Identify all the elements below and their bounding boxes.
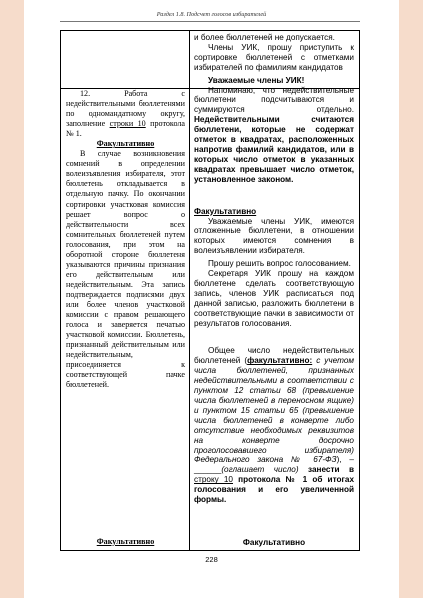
item-12-tail: протокола № 1. [66, 119, 186, 139]
left-column [66, 89, 186, 546]
total-i: об итогах голосования и его увеличенной формы. [194, 475, 354, 505]
left-bottom-title: Факультативно [96, 537, 155, 546]
right-bottom-title: Факультативно [242, 538, 306, 547]
total-h: протокола № 1 [232, 475, 308, 485]
left-body: В случае возникновения сомнений в определении волеизъявления избирателя, этот бюллетень откладывается в отдельную пачку. По окончании сортировки участковая комиссия решает вопрос о действительности всех сомнительных бюллетеней путем голосования, при этом на оборотной стороне бюллетеня указываются причины признания его действительным или недействительным. Эта запись подтверждается подписями двух или более членов участковой комиссии с правом решающего голоса и заверяется печатью участковой комиссии. Бюллетень, признанный действительным или недействительным, присоединяется к соответствующей пачке бюллетеней. [66, 149, 185, 390]
right-optional-title: Факультативно [194, 206, 257, 216]
left-optional-title: Факультативно [96, 139, 155, 149]
script-table [60, 30, 360, 551]
right-vote: Прошу решить вопрос голосованием. [208, 259, 351, 269]
total-g: строку 10 [194, 475, 233, 485]
total-c: с учетом числа бюллетеней, признанных недействительными в соответствии с пунктом 12 статьи 68 (превышение числа бюллетеней в переносном ящике) и пунктом 15 статьи 65 (превышение числа бюллетеней в конверте либо отсутствие необходимых реквизитов на конверте досрочно проголосовавшего избирателя) Федерального закона № 67-ФЗ [194, 356, 354, 465]
reminder-bold: Недействительными считаются бюллетени, которые не содержат отметок в квадратах, расположенных напротив фамилий кандидатов, или в которых число отметок в указанных квадратах превышает число отметок, установленное законом. [194, 115, 354, 184]
item-12-text: 12. Работа с недействительными бюллетенями по одномандатному округу, заполнение [66, 89, 185, 129]
right-sort-paragraph: Члены УИК, прошу приступить к сортировке бюллетеней с отметками избирателей по фамилиям кандидатов [194, 42, 354, 72]
total-e: (оглашает число) [221, 465, 299, 475]
column-divider [189, 31, 190, 550]
left-margin-band [0, 0, 24, 598]
item-12-row: строки 10 [109, 119, 146, 129]
right-reminder [194, 86, 354, 185]
header-rule [60, 21, 360, 22]
item-12 [66, 89, 185, 139]
right-line1: и более бюллетеней не допускается. [194, 33, 335, 42]
right-column [194, 33, 354, 547]
running-header: Раздел 1.8. Подсчет голосов избирателей [156, 11, 267, 18]
total-a: Общее число недействительных бюллетеней ( [194, 346, 354, 366]
right-total [194, 346, 354, 505]
document-page [24, 0, 399, 598]
total-b: факультативно: [247, 356, 313, 366]
right-margin-band [399, 0, 423, 598]
reminder-plain: Напоминаю, что недействительные бюллетени подсчитываются и суммируются отдельно. [194, 85, 354, 115]
page-number: 228 [205, 555, 218, 564]
total-d: ), – ______ [194, 455, 354, 475]
right-greeting: Уважаемые члены УИК! [208, 75, 305, 85]
right-secretary: Секретаря УИК прошу на каждом бюллетене сделать соответствующую запись, членов УИК расписаться под данной записью, разложить бюллетени в соответствующие пачки в зависимости от результатов голосования. [194, 269, 354, 328]
total-f: занести в [298, 465, 354, 475]
right-optional-body: Уважаемые члены УИК, имеются отложенные бюллетени, в отношении которых имеются сомнения в волеизъявлении избирателя. [194, 216, 354, 256]
